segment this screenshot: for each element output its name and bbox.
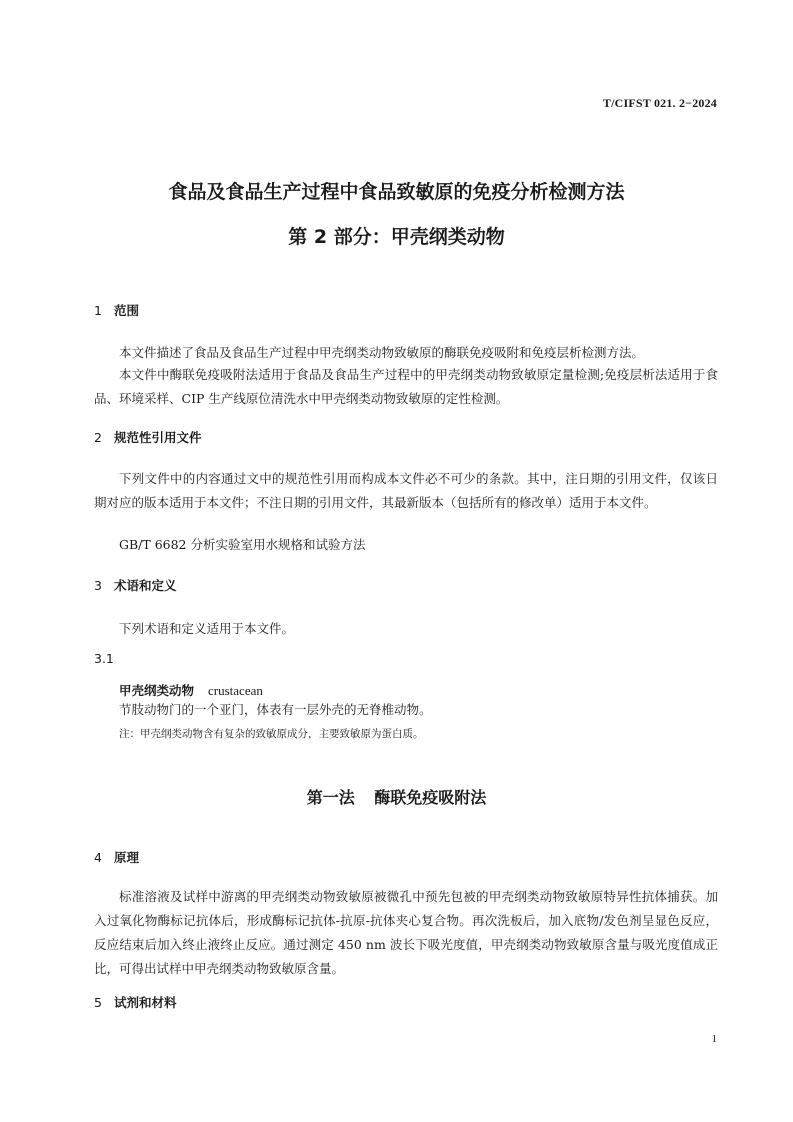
term-entry: [119, 681, 263, 699]
section-number: 5: [94, 995, 102, 1010]
subsection-number: 3.1: [94, 651, 114, 666]
paragraph: 标准溶液及试样中游离的甲壳纲类动物致敏原被微孔中预先包被的甲壳纲类动物致敏原特异性抗体捕获。加入过氧化物酶标记抗体后，形成酶标记抗体-抗原-抗体夹心复合物。再次洗板后，加入底物/发色剂呈显色反应，反应结束后加入终止液终止反应。通过测定 450 nm 波长下吸光度值，甲壳纲类动物致敏原含量与吸光度值成正比，可得出试样中甲壳纲类动物致敏原含量。: [94, 889, 718, 976]
term-english: crustacean: [208, 683, 263, 698]
section-heading-principle: [94, 848, 139, 866]
paragraph: 下列文件中的内容通过文中的规范性引用而构成本文件必不可少的条款。其中，注日期的引用文件，仅该日期对应的版本适用于本文件；不注日期的引用文件，其最新版本（包括所有的修改单）适用于本文件。: [94, 471, 718, 510]
paragraph: 本文件描述了食品及食品生产过程中甲壳纲类动物致敏原的酶联免疫吸附和免疫层析检测方法。: [119, 345, 645, 360]
section-heading-normative-references: [94, 428, 202, 446]
paragraph: 本文件中酶联免疫吸附法适用于食品及食品生产过程中的甲壳纲类动物致敏原定量检测;免疫层析法适用于食品、环境采样、CIP 生产线原位清洗水中甲壳纲类动物致敏原的定性检测。: [94, 367, 718, 406]
section-title: 术语和定义: [114, 578, 177, 593]
method-title: 第一法 酶联免疫吸附法: [306, 788, 487, 807]
section-title: 范围: [114, 303, 140, 318]
document-part-title: 第 2 部分：甲壳纲类动物: [288, 226, 505, 248]
section-heading-scope: [94, 301, 139, 319]
page-number: 1: [711, 1033, 717, 1045]
section-heading-terms: [94, 576, 177, 594]
section-number: 4: [94, 850, 102, 865]
section-title: 试剂和材料: [114, 995, 177, 1010]
term-chinese: 甲壳纲类动物: [119, 683, 195, 698]
section-title: 原理: [114, 850, 140, 865]
standard-code: T/CIFST 021. 2−2024: [602, 96, 717, 110]
section-heading-reagents: [94, 993, 177, 1011]
document-title: 食品及食品生产过程中食品致敏原的免疫分析检测方法: [168, 181, 625, 203]
paragraph: 下列术语和定义适用于本文件。: [119, 621, 295, 636]
term-definition: 节肢动物门的一个亚门，体表有一层外壳的无脊椎动物。: [119, 702, 432, 717]
note: 注：甲壳纲类动物含有复杂的致敏原成分，主要致敏原为蛋白质。: [119, 728, 424, 740]
reference-item: GB/T 6682 分析实验室用水规格和试验方法: [119, 537, 366, 552]
section-number: 2: [94, 430, 102, 445]
section-number: 1: [94, 303, 102, 318]
section-number: 3: [94, 578, 102, 593]
section-title: 规范性引用文件: [114, 430, 202, 445]
